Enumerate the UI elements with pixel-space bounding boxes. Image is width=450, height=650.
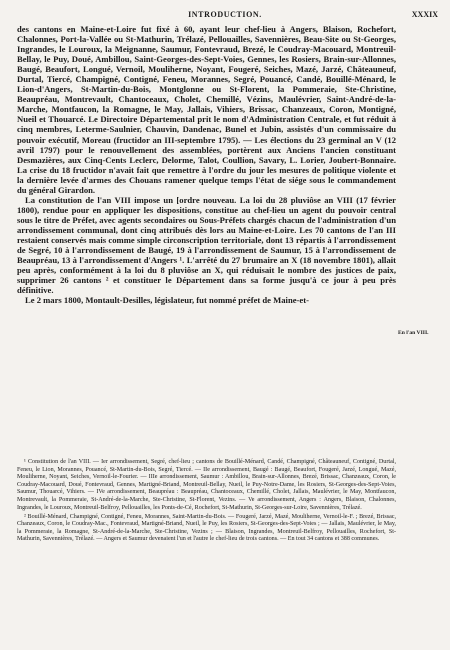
paragraph-1: des cantons en Maine-et-Loire fut fixé à 60, ayant leur chef-lieu à Angers, Blaison, Rochefort, Chalonnes, Port-la-Vallée ou St-Mathurin, Trélazé, Pellouailles, Savennières, Beau-Site ou St-Georges, Ingrandes, le Louroux, la Meignanne, Saumur, Fontevraud, Brezé, le Coudray-Macouard, Montreuil-Bellay, le Puy, Doué, Ambillou, Saint-Georges-des-Sept-Voies, Gennes, les Rosiers, Brain-sur-Allonnes, Baugé, Beaufort, Longué, Vernoil, Mouliherne, Noyant, Fougeré, Seiches, Mazé, Jarzé, Châteauneuf, Durtal, Tiercé, Champigné, Contigné, Feneu, Morannes, Segré, Pouancé, Candé, Bouillé-Ménard, le Lion-d'Angers, St-Martin-du-Bois, Montglonne ou St-Florent, la Pommeraie, Ste-Christine, Beaupréau, Montrevault, Chantoceaux, Cholet, Chemillé, Vézins, Maulévrier, Saint-André-de-la-Marche, Montfaucon, la Romagne, le May, Jallais, Vihiers, Brissac, Chanzeaux, Coron, Montigné, Nueil et Thouarcé. Le Directoire Départemental prit le nom d'Administration Centrale, et fut réduit à cinq membres, Leterme-Saulnier, Chauvin, Dandenac, Bunel et Jubin, assistés d'un commissaire du pouvoir exécutif, Moreau (fructidor an III-septembre 1795). — Les élections du 23 germinal an V (12 avril 1797) pour le renouvellement des assemblées, portèrent aux Anciens l'ancien constituant Desmazières, aux Cinq-Cents Leclerc, Delorme, Talot, Coullion, Savary, L. Lorier, Joubert-Bonnaire. La crise du 18 fructidor n'avait fait que remettre à l'ordre du jour les mesures de politique violente et la dernière levée d'armes des Chouans ramener quelque temps l'état de siége sous le commandement du général Girardon. (17, 24, 396, 195)
running-title: INTRODUCTION. (188, 10, 262, 19)
margin-note: En l'an VIII. (398, 330, 429, 336)
paragraph-2: La constitution de l'an VIII impose un [ordre nouveau. La loi du 28 pluviôse an VIII (17 février 1800), rendue pour en appliquer les dispositions, constitue au chef-lieu un agent du pouvoir central sous le titre de Préfet, avec agents secondaires ou Sous-Préfets chargés chacun de l'administration d'un arrondissement communal, dont cinq attribués dès lors au Maine-et-Loire. Les 70 cantons de l'an III restaient conservés mais comme simple circonscription territoriale, dont 13 répartis à l'arrondissement de Segré, 10 à l'arrondissement de Baugé, 19 à l'arrondissement de Saumur, 15 à l'arrondissement de Beaupréau, 13 à l'arrondissement d'Angers ¹. L'arrêté du 27 brumaire an X (18 novembre 1801), allait peu après, conformément à la loi du 8 pluviôse an X, qui réduisait le nombre des justices de paix, supprimer 26 cantons ² et constituer le Département dans sa forme jusqu'à ce jour à peu près définitive. (17, 194, 396, 296)
main-text (17, 24, 396, 305)
page-header (0, 10, 450, 22)
footnote-2: ² Bouillé-Ménard, Champigné, Contigné, Feneu, Morannes, Saint-Martin-du-Bois. — Fougeré, Jarzé, Mazé, Mouliherne, Vernoil-le-F. ; Brezé, Brissac, Chanzeaux, Coron, le Coudray-Mac., Fontevraud, Martigné-Briand, Nueil, le Puy, les Rosiers, St-Georges-des-Sept-Voies ; — Jallais, Maulévrier, le May, la Pommeraie, la Romagne, St-André-de-la-Marche, Ste-Christine, Vezins ; — Blaison, Ingrandes, Montreuil-Belfroy, Pellouailles, Rochefort, St-Mathurin, Savennières, Trélazé. — Angers et Saumur devenaient l'un et l'autre le chef-lieu de trois cantons. — En tout 34 cantons et 388 communes. (17, 513, 396, 543)
paragraph-3: Le 2 mars 1800, Montault-Desilles, législateur, fut nommé préfet de Maine-et- (25, 295, 309, 306)
page-number: XXXIX (411, 10, 438, 19)
footnote-1: ¹ Constitution de l'an VIII. — Ier arrondissement, Segré, chef-lieu ; cantons de Bouillé-Ménard, Candé, Champigné, Châteauneuf, Contigné, Durtal, Feneu, le Lion, Morannes, Pouancé, St-Martin-du-Bois, Segré, Tiercé. — IIe arrondissement, Baugé : Baugé, Beaufort, Fougeré, Jarzé, Longué, Mazé, Mouliherne, Noyant, Seiches, Vernoil-le-Fourier. — IIIe arrondissement, Saumur : Ambillou, Brain-sur-Allonnes, Brezé, Brissac, Chanzeaux, Coron, le Coudray-Macouard, Doué, Fontevraud, Gennes, Martigné-Briand, Montreuil-Bellay, Nueil, le Puy-Notre-Dame, les Rosiers, St-Georges-des-Sept-Voies, Saumur, Thouarcé, Vihiers. — IVe arrondissement, Beaupréau : Beaupréau, Chantoceaux, Chemillé, Cholet, Jallais, Maulévrier, le May, Montfaucon, Montrevault, la Pommeraie, St-André-de-la-Marche, Ste-Christine, St-Florent, Vezins. — Ve arrondissement, Angers : Angers, Blaison, Chalonnes, Ingrandes, le Louroux, Montreuil-Belfroy, Pellouailles, les Ponts-de-Cé, Rochefort, St-Mathurin, St-Georges-sur-Loire, Savennières, Trélazé. (17, 459, 396, 511)
footnotes (17, 459, 396, 546)
